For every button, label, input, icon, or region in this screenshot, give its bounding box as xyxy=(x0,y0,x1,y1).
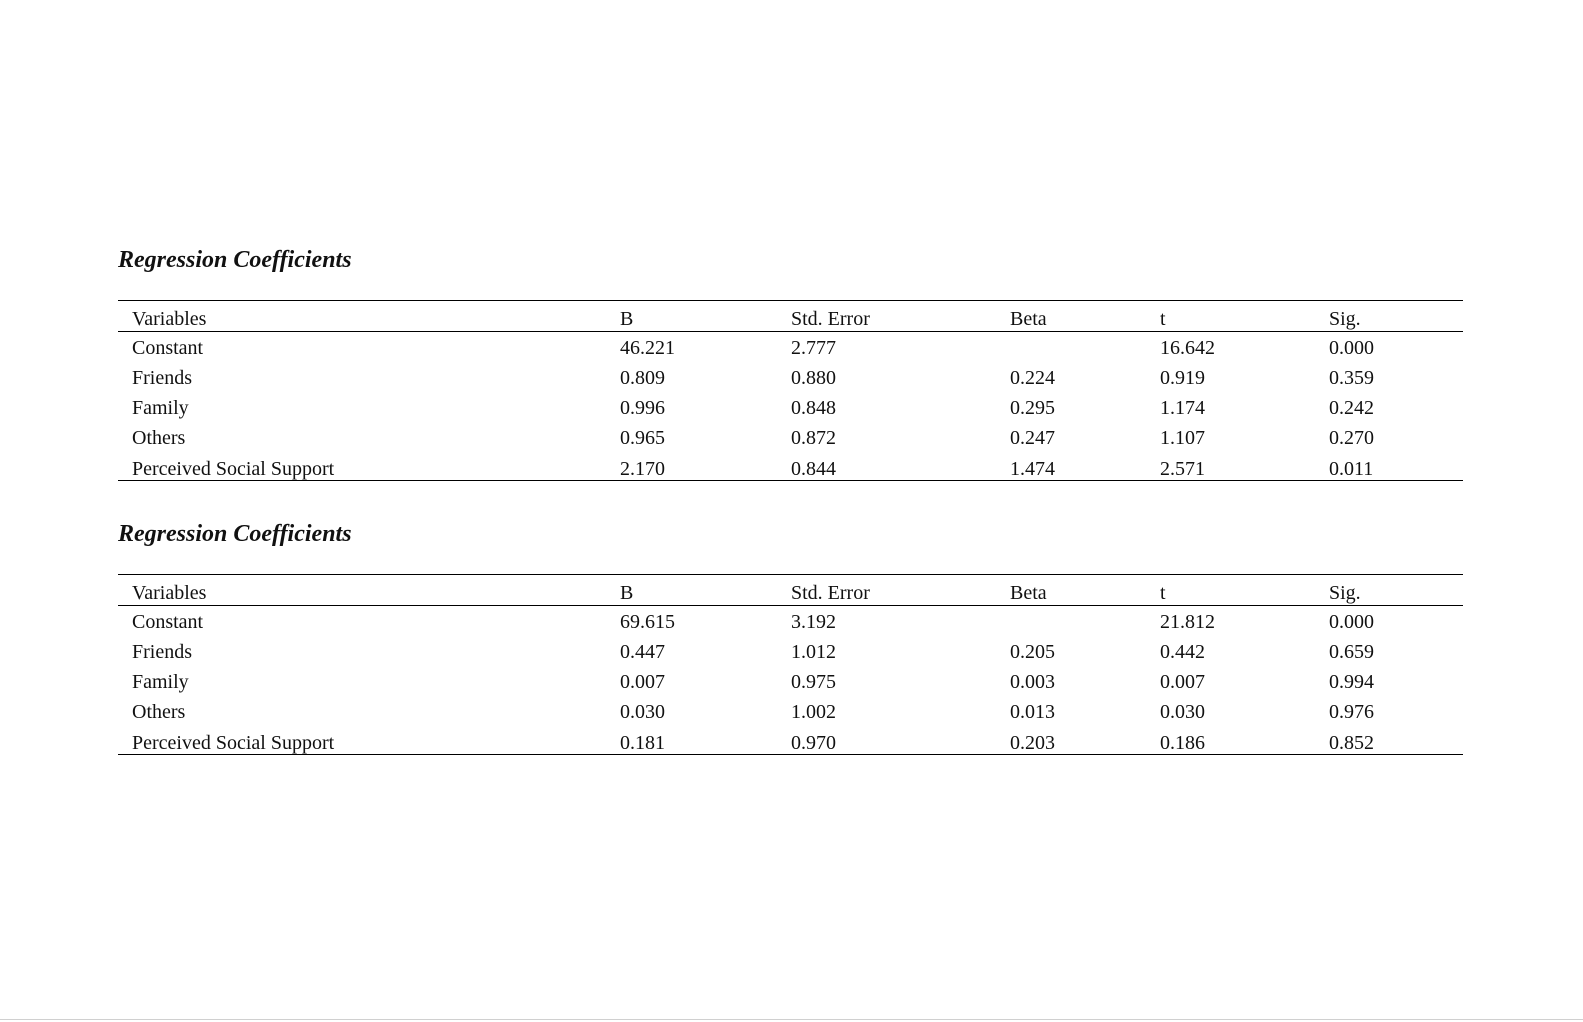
table-row xyxy=(118,332,1463,362)
table-container xyxy=(118,300,1449,481)
cell-t: 16.642 xyxy=(1160,337,1215,360)
cell-b: 0.030 xyxy=(620,700,665,723)
cell-b: 0.996 xyxy=(620,396,665,419)
header-row xyxy=(118,301,1463,332)
header-sig: Sig. xyxy=(1329,308,1361,330)
cell-std-error: 0.970 xyxy=(791,731,836,754)
cell-b: 2.170 xyxy=(620,457,665,480)
table-row xyxy=(118,451,1463,481)
cell-std-error: 0.880 xyxy=(791,367,836,389)
table-title: Regression Coefficients xyxy=(118,521,352,547)
cell-sig: 0.000 xyxy=(1329,337,1374,360)
cell-beta: 0.205 xyxy=(1010,641,1055,663)
cell-beta xyxy=(1010,332,1160,362)
header-sig: Sig. xyxy=(1329,582,1361,604)
table-container xyxy=(118,574,1449,755)
cell-std-error: 2.777 xyxy=(791,337,836,360)
cell-b: 0.809 xyxy=(620,367,665,389)
cell-t: 0.030 xyxy=(1160,700,1205,723)
coefficients-table xyxy=(118,574,1463,755)
cell-sig: 0.000 xyxy=(1329,611,1374,634)
cell-beta: 0.295 xyxy=(1010,396,1055,419)
cell-beta: 1.474 xyxy=(1010,457,1055,480)
cell-sig: 0.852 xyxy=(1329,731,1374,754)
cell-sig: 0.270 xyxy=(1329,426,1374,449)
header-t: t xyxy=(1160,308,1166,330)
cell-sig: 0.242 xyxy=(1329,396,1374,419)
cell-variable: Constant xyxy=(132,337,204,360)
table-row xyxy=(118,665,1463,695)
cell-variable: Friends xyxy=(132,367,192,389)
cell-std-error: 1.002 xyxy=(791,700,836,723)
table-row xyxy=(118,606,1463,636)
cell-std-error: 1.012 xyxy=(791,641,836,663)
table-row xyxy=(118,695,1463,725)
regression-table-1 xyxy=(118,244,1449,480)
table-row xyxy=(118,635,1463,665)
cell-sig: 0.659 xyxy=(1329,641,1374,663)
cell-variable: Others xyxy=(132,700,186,723)
header-b: B xyxy=(620,308,634,330)
cell-std-error: 3.192 xyxy=(791,611,836,634)
table-row xyxy=(118,725,1463,755)
cell-t: 1.174 xyxy=(1160,396,1205,419)
cell-b: 0.181 xyxy=(620,731,665,754)
cell-t: 0.007 xyxy=(1160,670,1205,693)
header-std-error: Std. Error xyxy=(791,582,870,604)
cell-b: 0.965 xyxy=(620,426,665,449)
cell-beta: 0.003 xyxy=(1010,670,1055,693)
cell-b: 0.447 xyxy=(620,641,665,663)
table-row xyxy=(118,421,1463,451)
cell-beta: 0.203 xyxy=(1010,731,1055,754)
cell-std-error: 0.975 xyxy=(791,670,836,693)
cell-variable: Constant xyxy=(132,611,204,634)
cell-std-error: 0.844 xyxy=(791,457,836,480)
cell-t: 0.442 xyxy=(1160,641,1205,663)
cell-t: 2.571 xyxy=(1160,457,1205,480)
cell-beta xyxy=(1010,606,1160,636)
cell-sig: 0.011 xyxy=(1329,457,1374,480)
cell-sig: 0.359 xyxy=(1329,367,1374,389)
cell-variable: Perceived Social Support xyxy=(132,731,335,754)
cell-t: 0.919 xyxy=(1160,367,1205,389)
cell-beta: 0.224 xyxy=(1010,367,1055,389)
coefficients-table xyxy=(118,300,1463,481)
cell-std-error: 0.848 xyxy=(791,396,836,419)
cell-variable: Perceived Social Support xyxy=(132,457,335,480)
header-beta: Beta xyxy=(1010,308,1047,330)
cell-b: 69.615 xyxy=(620,611,675,634)
cell-beta: 0.247 xyxy=(1010,426,1055,449)
table-title: Regression Coefficients xyxy=(118,247,352,273)
header-b: B xyxy=(620,582,634,604)
header-beta: Beta xyxy=(1010,582,1047,604)
cell-variable: Family xyxy=(132,670,189,693)
cell-variable: Friends xyxy=(132,641,192,663)
cell-variable: Family xyxy=(132,396,189,419)
table-row xyxy=(118,361,1463,391)
cell-t: 21.812 xyxy=(1160,611,1215,634)
header-t: t xyxy=(1160,582,1166,604)
table-row xyxy=(118,391,1463,421)
cell-b: 46.221 xyxy=(620,337,675,360)
cell-t: 1.107 xyxy=(1160,426,1205,449)
header-variables: Variables xyxy=(132,308,207,330)
cell-beta: 0.013 xyxy=(1010,700,1055,723)
page-bottom-divider xyxy=(0,1019,1583,1020)
cell-sig: 0.976 xyxy=(1329,700,1374,723)
header-variables: Variables xyxy=(132,582,207,604)
cell-b: 0.007 xyxy=(620,670,665,693)
cell-t: 0.186 xyxy=(1160,731,1205,754)
cell-variable: Others xyxy=(132,426,186,449)
header-std-error: Std. Error xyxy=(791,308,870,330)
cell-sig: 0.994 xyxy=(1329,670,1374,693)
header-row xyxy=(118,575,1463,606)
cell-std-error: 0.872 xyxy=(791,426,836,449)
regression-table-2 xyxy=(118,518,1449,754)
